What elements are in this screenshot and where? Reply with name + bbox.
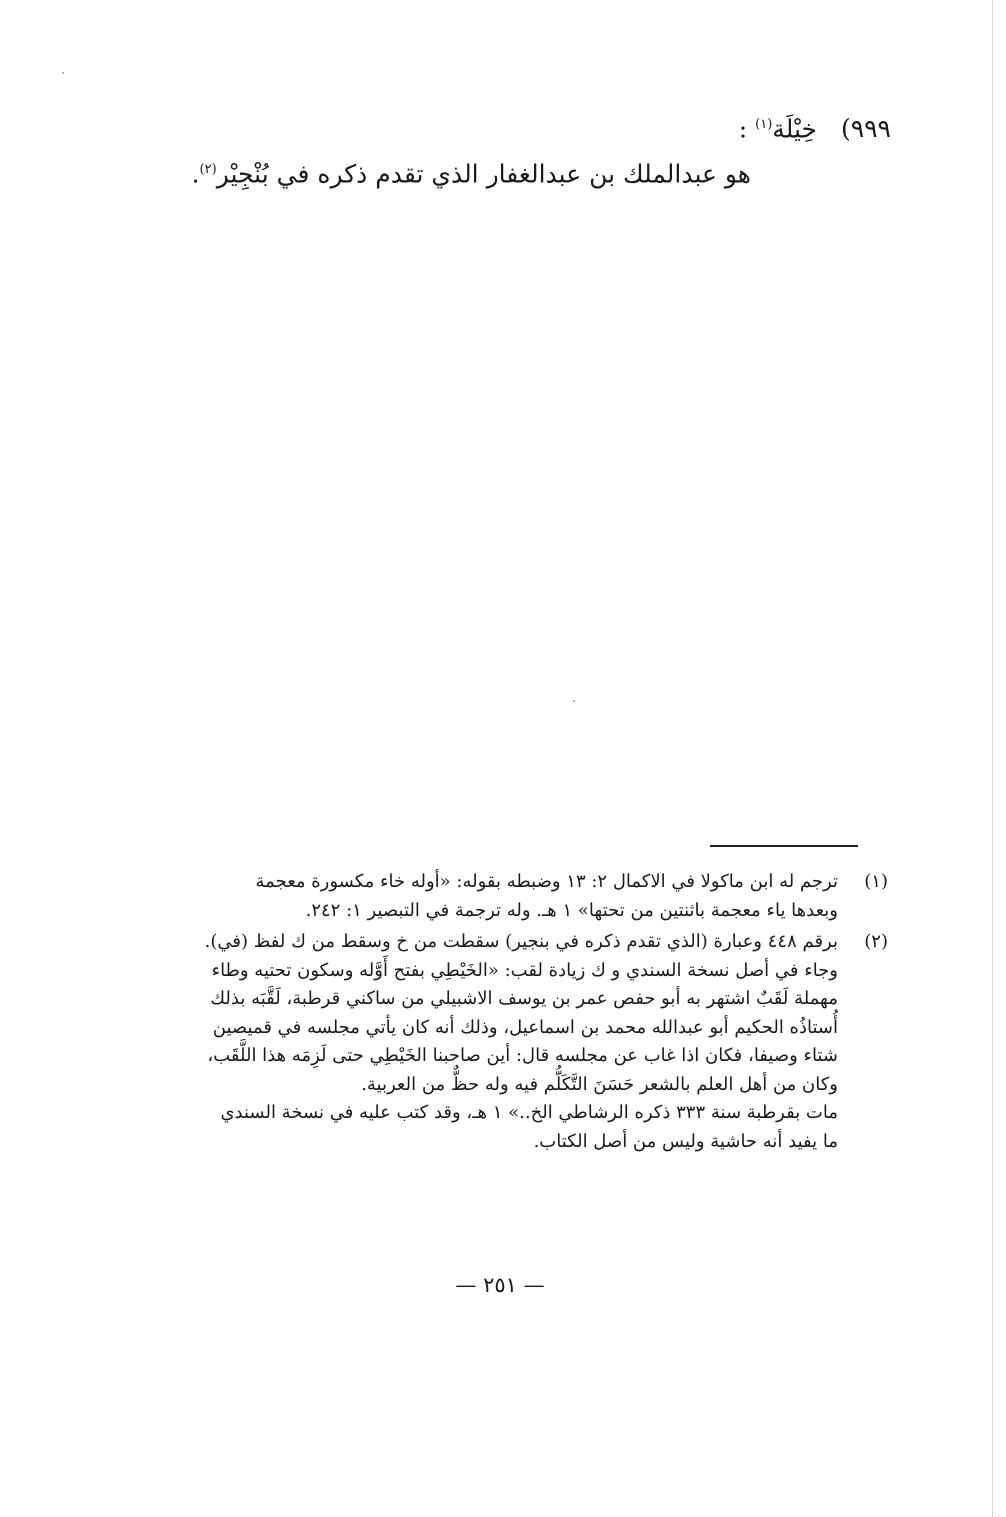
footnote-line: ما يفيد أنه حاشية وليس من أصل الكتاب. — [533, 1130, 838, 1152]
entry-colon: : — [738, 114, 748, 144]
footnote-line: مات بقرطبة سنة ٣٣٣ ذكره الرشاطي الخ..» ١ هـ، وقد كتب عليه في نسخة السندي — [220, 1102, 838, 1123]
footnote-1 — [148, 868, 888, 925]
footnotes — [148, 868, 888, 1159]
scan-speck — [573, 700, 575, 702]
page-number: — ٢٥١ — — [455, 1273, 545, 1297]
footnote-line: مهملة لَقَبٌ اشتهر به أبو حفص عمر بن يوسف الاشبيلي من ساكني قرطبة، لَقَّبَه بذلك — [210, 988, 838, 1009]
footnote-line: ترجم له ابن ماكولا في الاكمال ٢: ١٣ وضبطه بقوله: «أوله خاء مكسورة معجمة — [255, 871, 838, 892]
footnote-line: وكان من أهل العلم بالشعر حَسَنَ التَّكَلُّم فيه وله حظٌّ من العربية. — [361, 1073, 838, 1095]
footnote-line: وبعدها ياء معجمة باثنتين من تحتها» ١ هـ. وله ترجمة في التبصير ١: ٢٤٢. — [305, 899, 838, 921]
scan-speck — [62, 72, 64, 74]
footnote-marker: (١) — [864, 871, 888, 892]
footnote-line: برقم ٤٤٨ وعبارة (الذي تقدم ذكره في بنجير) سقطت من خ وسقط من ك لفظ (في). — [204, 931, 838, 952]
footnote-ref-1: (١) — [755, 117, 773, 132]
footnote-2 — [148, 928, 888, 1156]
entry-number: ٩٩٩) — [840, 114, 891, 144]
page-edge-rule — [992, 0, 993, 1517]
footnote-line: شتاء وصيفا، فكان اذا غاب عن مجلسه قال: أين صاحبنا الخَيْطِي حتى لَزِمَه هذا اللَّقَب، — [207, 1045, 838, 1066]
footnote-marker: (٢) — [864, 931, 888, 952]
entry-body-end: . — [191, 159, 200, 189]
entry-name: خِيْلَة — [772, 114, 817, 144]
footnote-text — [148, 928, 838, 1156]
entry-body — [151, 152, 751, 192]
entry-body-text: هو عبدالملك بن عبدالغفار الذي تقدم ذكره في بُنْجِيْر — [216, 159, 751, 189]
footnote-ref-2: (٢) — [199, 162, 217, 177]
footnote-line: وجاء في أصل نسخة السندي و ك زيادة لقب: «الخَيْطِي بفتح أَوَّله وسكون تحتيه وطاء — [211, 959, 838, 981]
footnote-line: أُستاذُه الحكيم أبو عبدالله محمد بن اسماعيل، وذلك أنه كان يأتي مجلسه في قميصين — [212, 1016, 838, 1038]
entry-heading — [191, 108, 891, 146]
footnote-separator — [710, 845, 858, 847]
footnote-text — [148, 868, 838, 925]
